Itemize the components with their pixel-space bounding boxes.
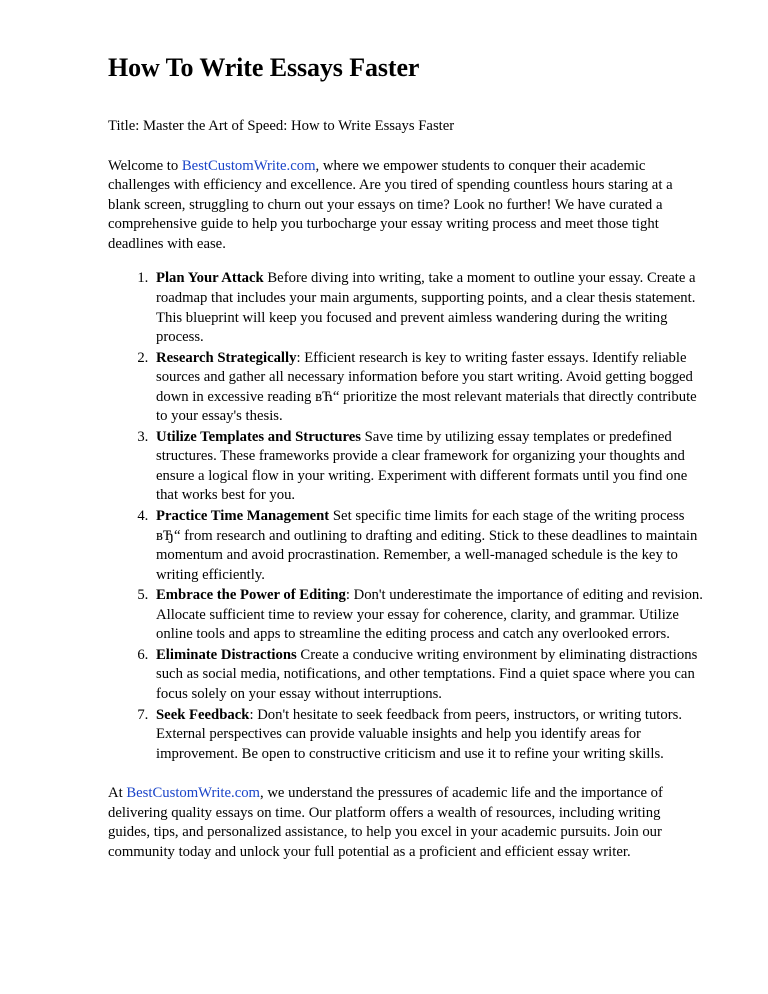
bestcustomwrite-link-intro[interactable]: BestCustomWrite.com xyxy=(181,157,316,174)
step-lead: Plan Your Attack xyxy=(156,270,264,287)
step-lead: Embrace the Power of Editing xyxy=(156,587,346,604)
step-text: Create a conducive writing environment by eliminating distractions such as social media, notifications, and other temptations. Find a quiet space where you can focus solely on your essay without interruptions. xyxy=(156,646,698,702)
closing-text-after: , we understand the pressures of academic life and the importance of delivering quality essays on time. Our platform offers a wealth of resources, including writing guides, tips, and personalized assistance, to help you excel in your academic pursuits. Join our community today and unlock your full potential as a proficient and efficient essay writer. xyxy=(108,785,663,860)
page-title: How To Write Essays Faster xyxy=(108,53,420,82)
bestcustomwrite-link-closing[interactable]: BestCustomWrite.com xyxy=(126,785,260,802)
list-item xyxy=(152,269,706,347)
intro-text-before: Welcome to xyxy=(108,157,182,174)
step-lead: Eliminate Distractions xyxy=(156,646,297,663)
list-item xyxy=(152,706,706,765)
list-item xyxy=(152,349,706,427)
list-item xyxy=(152,507,706,585)
step-text: Set specific time limits for each stage of the writing process вЂ“ from research and outlining to drafting and editing. Stick to these deadlines to maintain momentum and avoid procrastination. Remember, a well-managed schedule is the key to writing efficiently. xyxy=(156,508,698,583)
intro-paragraph xyxy=(108,157,706,255)
list-item xyxy=(152,646,706,705)
step-text: : Efficient research is key to writing faster essays. Identify reliable sources and gather all necessary information before you start writing. Avoid getting bogged down in excessive reading вЋ“ prioritize the most relevant materials that directly contribute to your essay's thesis. xyxy=(156,349,697,425)
list-item xyxy=(152,586,706,645)
step-text: : Don't hesitate to seek feedback from peers, instructors, or writing tutors. External perspectives can provide valuable insights and help you identify areas for improvement. Be open to constructive criticism and use it to refine your writing skills. xyxy=(156,706,682,762)
closing-paragraph xyxy=(108,784,706,862)
step-lead: Research Strategically xyxy=(156,349,297,366)
step-text: Save time by utilizing essay templates or predefined structures. These frameworks provide a clear framework for organizing your thoughts and ensure a logical flow in your writing. Experiment with different formats until you find one that works best for you. xyxy=(156,428,688,504)
step-lead: Practice Time Management xyxy=(156,508,330,525)
intro-text-after: , where we empower students to conquer their academic challenges with efficiency and excellence. Are you tired of spending countless hours staring at a blank screen, struggling to churn out your essays on time? Look no further! We have curated a comprehensive guide to help you turbocharge your essay writing process and meet those tight deadlines with ease. xyxy=(108,157,673,252)
steps-list xyxy=(108,269,706,764)
step-lead: Utilize Templates and Structures xyxy=(156,428,361,445)
step-text: : Don't underestimate the importance of editing and revision. Allocate sufficient time to review your essay for coherence, clarity, and grammar. Utilize online tools and apps to streamline the editing process and catch any overlooked errors. xyxy=(156,587,703,643)
closing-text-before: At xyxy=(108,785,127,802)
document-subtitle: Title: Master the Art of Speed: How to Write Essays Faster xyxy=(108,118,455,135)
step-lead: Seek Feedback xyxy=(156,706,250,723)
step-text: Before diving into writing, take a moment to outline your essay. Create a roadmap that includes your main arguments, supporting points, and a clear thesis statement. This blueprint will keep you focused and prevent aimless wandering during the writing process. xyxy=(156,270,696,346)
list-item xyxy=(152,428,706,506)
